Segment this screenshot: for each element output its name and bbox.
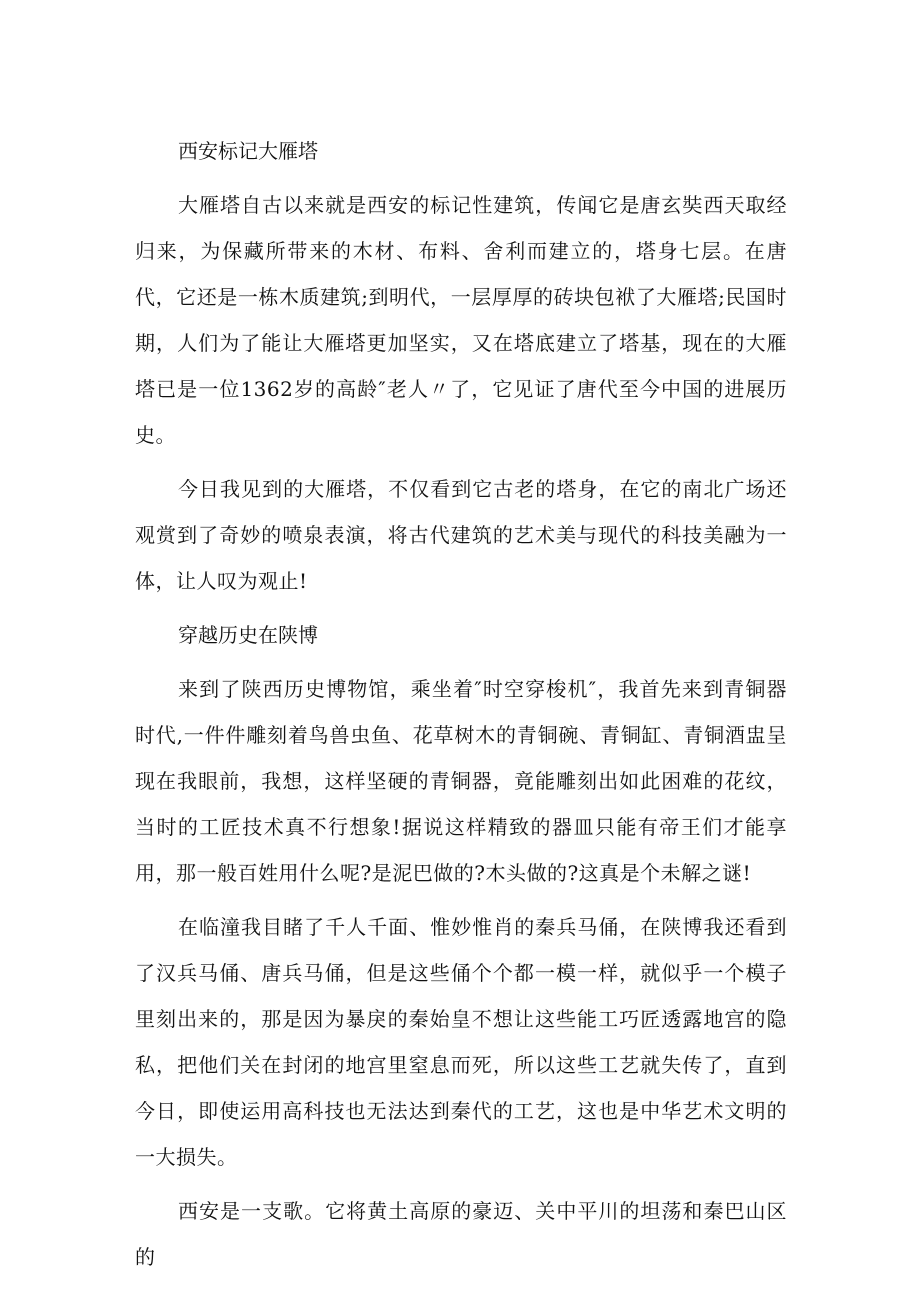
paragraph-dayanta-visit: 今日我见到的大雁塔，不仅看到它古老的塔身，在它的南北广场还观赏到了奇妙的喷泉表演，将古代建筑的艺术美与现代的科技美融为一体，让人叹为观止!: [135, 477, 787, 593]
section-title-dayanta: 西安标记大雁塔: [178, 139, 318, 163]
paragraph-bronze-age: 来到了陕西历史博物馆，乘坐着″时空穿梭机″，我首先来到青铜器时代,一件件雕刻着鸟兽虫鱼、花草树木的青铜碗、青铜缸、青铜酒盅呈现在我眼前，我想，这样坚硬的青铜器，竟能雕刻出如此困难的花纹，当时的工匠技术真不行想象!据说这样精致的器皿只能有帝王们才能享用，那一般百姓用什么呢?是泥巴做的?木头做的?这真是个未解之谜!: [135, 677, 787, 885]
section-title-shaanxi-museum: 穿越历史在陕博: [178, 623, 318, 647]
paragraph-terracotta-warriors: 在临潼我目睹了千人千面、惟妙惟肖的秦兵马俑，在陕博我还看到了汉兵马俑、唐兵马俑，但是这些俑个个都一模一样，就似乎一个模子里刻出来的，那是因为暴戾的秦始皇不想让这些能工巧匠透露地宫的隐私，把他们关在封闭的地宫里窒息而死，所以这些工艺就失传了，直到今日，即使运用高科技也无法达到秦代的工艺，这也是中华艺术文明的一大损失。: [135, 915, 787, 1169]
document-body: [135, 128, 787, 1288]
paragraph-dayanta-history: 大雁塔自古以来就是西安的标记性建筑，传闻它是唐玄奘西天取经归来，为保藏所带来的木材、布料、舍利而建立的，塔身七层。在唐代，它还是一栋木质建筑;到明代，一层厚厚的砖块包袱了大雁塔;民国时期，人们为了能让大雁塔更加坚实，又在塔底建立了塔基，现在的大雁塔已是一位1362岁的高龄″老人〃了，它见证了唐代至今中国的进展历史。: [135, 193, 787, 447]
paragraph-xian-song: 西安是一支歌。它将黄土高原的豪迈、关中平川的坦荡和秦巴山区的: [135, 1199, 787, 1269]
